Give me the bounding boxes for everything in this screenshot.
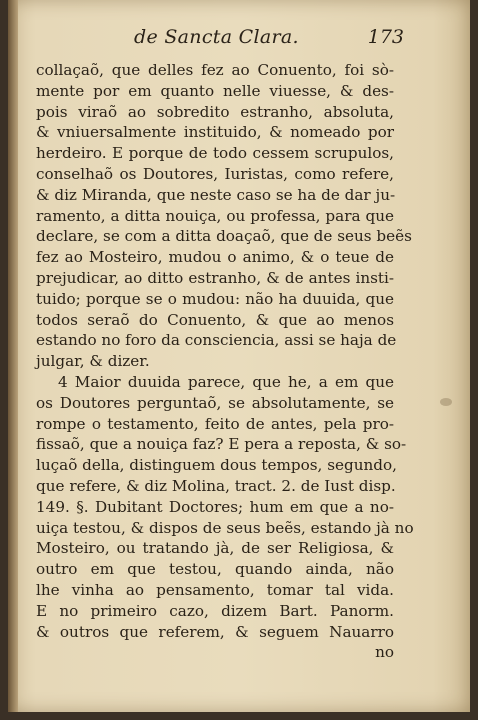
text-line: & diz Miranda, que neste caso se ha de dar ju- <box>36 185 396 204</box>
text-line: lhe vinha ao pensamento, tomar tal vida. <box>36 580 394 599</box>
paper-stain <box>440 398 452 406</box>
text-line: luçaõ della, distinguem dous tempos, segundo, <box>36 456 397 475</box>
text-line: declare, se com a ditta doaçaõ, que de seus beẽs <box>36 227 412 246</box>
running-title: de Sancta Clara. <box>134 26 299 48</box>
text-line: herdeiro. E porque de todo cessem scrupulos, <box>36 144 394 163</box>
text-line: E no primeiro cazo, dizem Bart. Panorm. <box>36 601 394 620</box>
page-header <box>36 26 404 60</box>
text-line: fissaõ, que a nouiça faz? E pera a reposta, & so- <box>36 435 407 454</box>
text-line: os Doutores perguntaõ, se absolutamente, se <box>36 393 394 412</box>
text-line: outro em que testou, quando ainda, não <box>36 560 394 579</box>
text-line: conselhaõ os Doutores, Iuristas, como refere, <box>36 164 394 183</box>
text-line: estando no foro da consciencia, assi se haja de <box>36 331 397 350</box>
text-line: collaçaõ, que delles fez ao Conuento, foi sò- <box>36 61 394 79</box>
text-line: Mosteiro, ou tratando jà, de ser Religiosa, & <box>36 539 394 558</box>
text-line: pois viraõ ao sobredito estranho, absoluta, <box>36 102 394 121</box>
text-line: tuido; porque se o mudou: não ha duuida, que <box>36 289 394 308</box>
page-number: 173 <box>367 26 404 48</box>
text-line: ramento, a ditta nouiça, ou professa, para que <box>36 206 394 225</box>
text-line: uiça testou, & dispos de seus beẽs, estando jà no <box>36 518 414 537</box>
text-line: fez ao Mosteiro, mudou o animo, & o teue de <box>36 248 394 267</box>
page-text-block <box>36 26 414 663</box>
book-page <box>8 0 470 712</box>
body-text <box>36 60 414 642</box>
page-gutter <box>8 0 18 712</box>
text-line: 4 Maior duuida parece, que he, a em que <box>58 372 394 391</box>
text-line: & outros que referem, & seguem Nauarro <box>36 622 394 641</box>
text-line: & vniuersalmente instituido, & nomeado por <box>36 123 394 142</box>
text-line: julgar, & dizer. <box>36 352 150 371</box>
text-line: rompe o testamento, feito de antes, pela pro- <box>36 414 394 433</box>
text-line: que refere, & diz Molina, tract. 2. de Iust disp. <box>36 476 396 495</box>
text-line: 149. §. Dubitant Doctores; hum em que a no- <box>36 497 394 516</box>
text-line: mente por em quanto nelle viuesse, & des- <box>36 81 394 100</box>
catchword: no <box>375 643 394 662</box>
text-line: todos seraõ do Conuento, & que ao menos <box>36 310 394 329</box>
text-line: prejudicar, ao ditto estranho, & de antes insti- <box>36 268 394 287</box>
